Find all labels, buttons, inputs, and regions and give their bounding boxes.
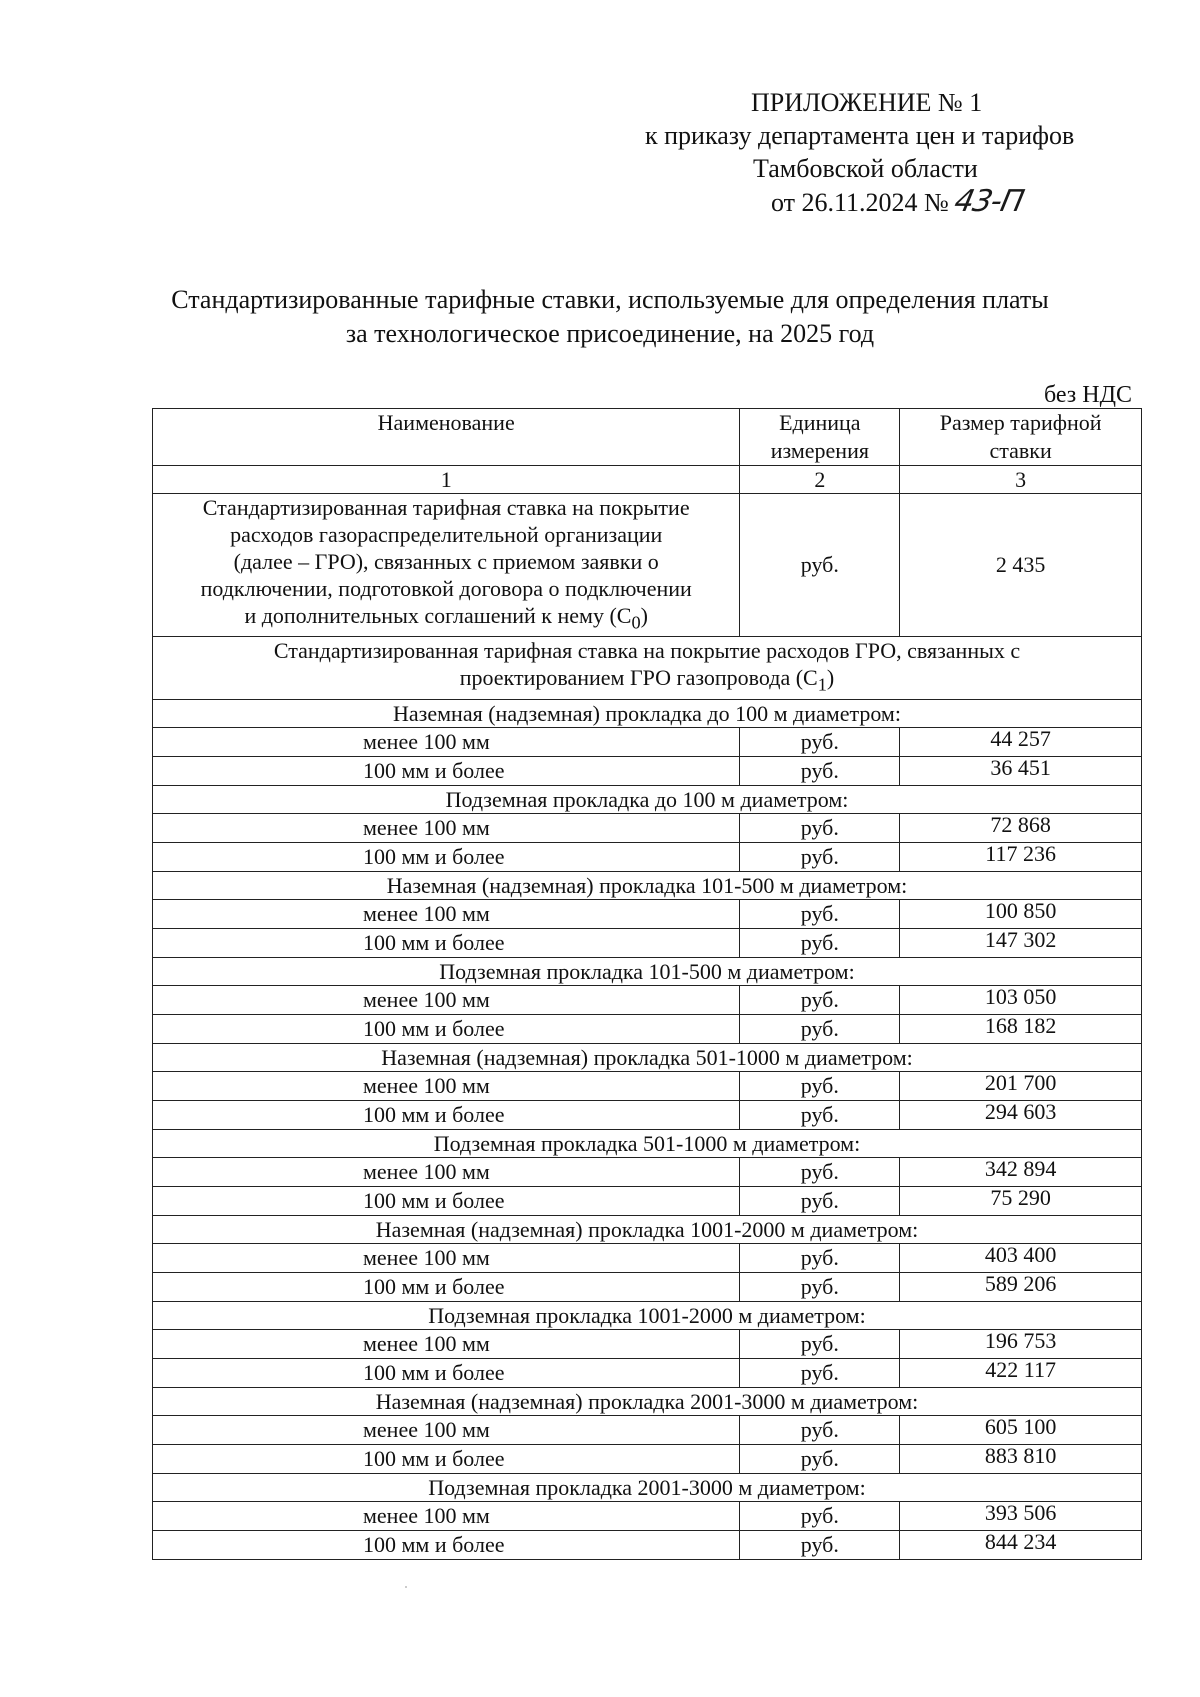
table-row [153,1243,1142,1272]
rate-unit: руб. [740,1358,900,1387]
c0-close-paren: ) [640,603,648,628]
appendix-header [560,86,1120,219]
rate-value: 883 810 [900,1444,1142,1473]
rate-name: 100 мм и более [153,928,740,957]
c1-line-2-text: проектированием ГРО газопровода (C [459,665,818,691]
rate-name: менее 100 мм [153,813,740,842]
rate-unit: руб. [740,1014,900,1043]
group-title: Подземная прокладка 101-500 м диаметром: [153,957,1142,985]
c0-description [153,494,740,637]
tariff-rates-table [152,408,1142,1560]
c1-close-paren: ) [826,665,835,691]
group-title: Подземная прокладка 1001-2000 м диаметром: [153,1301,1142,1329]
header-unit-line-2: измерения [770,438,869,463]
table-header-row [153,409,1142,466]
rate-value: 168 182 [900,1014,1142,1043]
table-row [153,985,1142,1014]
group-title: Подземная прокладка 2001-3000 м диаметром: [153,1473,1142,1501]
group-title-row [153,1301,1142,1329]
header-unit-line-1: Единица [779,410,861,435]
scan-speck [405,1586,407,1588]
group-title: Наземная (надземная) прокладка 1001-2000 м диаметром: [153,1215,1142,1243]
table-row [153,1100,1142,1129]
column-number-3: 3 [900,466,1142,494]
rate-value: 100 850 [900,899,1142,928]
table-row [153,1157,1142,1186]
c1-subscript: 1 [817,674,827,695]
rate-unit: руб. [740,1272,900,1301]
rate-value: 147 302 [900,928,1142,957]
rate-name: менее 100 мм [153,1157,740,1186]
table-row [153,842,1142,871]
c1-line-2 [153,664,1141,698]
header-name-label: Наименование [377,410,515,435]
rate-unit: руб. [740,985,900,1014]
rate-name: 100 мм и более [153,1530,740,1559]
table-row [153,727,1142,756]
rate-value: 605 100 [900,1415,1142,1444]
c0-line-5 [153,602,739,636]
rate-unit: руб. [740,1243,900,1272]
group-title: Подземная прокладка 501-1000 м диаметром: [153,1129,1142,1157]
rate-unit: руб. [740,756,900,785]
group-title-row [153,1387,1142,1415]
rate-name: 100 мм и более [153,842,740,871]
column-number-2: 2 [740,466,900,494]
table-row [153,1014,1142,1043]
document-title [130,283,1090,351]
document-title-line-1: Стандартизированные тарифные ставки, используемые для определения платы [171,285,1049,314]
group-title-row [153,699,1142,727]
rate-unit: руб. [740,1415,900,1444]
table-row [153,1186,1142,1215]
c0-line-4: подключении, подготовкой договора о подключении [200,576,692,601]
table-row [153,813,1142,842]
rate-name: 100 мм и более [153,1358,740,1387]
document-title-line-2: за технологическое присоединение, на 2025 год [345,319,875,348]
rate-value: 342 894 [900,1157,1142,1186]
table-row [153,1415,1142,1444]
table-row [153,928,1142,957]
table-row [153,1071,1142,1100]
c0-line-3: (далее – ГРО), связанных с приемом заявки о [233,549,659,574]
rate-value: 72 868 [900,813,1142,842]
rate-unit: руб. [740,899,900,928]
rate-name: 100 мм и более [153,1186,740,1215]
rate-value: 44 257 [900,727,1142,756]
rate-value: 844 234 [900,1530,1142,1559]
rate-name: 100 мм и более [153,1014,740,1043]
rate-name: менее 100 мм [153,1071,740,1100]
c0-line-5-text: и дополнительных соглашений к нему (C [244,603,632,628]
rate-unit: руб. [740,1186,900,1215]
appendix-date: от 26.11.2024 № [771,188,949,217]
rate-name: менее 100 мм [153,1243,740,1272]
group-title-row [153,1129,1142,1157]
rate-value: 393 506 [900,1501,1142,1530]
rate-name: 100 мм и более [153,1100,740,1129]
c1-section-row [153,637,1142,699]
rate-unit: руб. [740,1444,900,1473]
group-title-row [153,1043,1142,1071]
table-row [153,1501,1142,1530]
tariff-rates-body [153,409,1142,1560]
rate-name: менее 100 мм [153,727,740,756]
appendix-region: Тамбовской области [753,154,978,183]
rate-value: 403 400 [900,1243,1142,1272]
header-name [153,409,740,466]
rate-value: 196 753 [900,1329,1142,1358]
table-row [153,1358,1142,1387]
rate-value: 103 050 [900,985,1142,1014]
group-title-row [153,871,1142,899]
appendix-title: ПРИЛОЖЕНИЕ № 1 [751,88,983,117]
rate-value: 75 290 [900,1186,1142,1215]
rate-unit: руб. [740,1501,900,1530]
group-title: Наземная (надземная) прокладка 501-1000 м диаметром: [153,1043,1142,1071]
rate-unit: руб. [740,727,900,756]
header-rate-line-2: ставки [989,438,1052,463]
rate-name: 100 мм и более [153,1444,740,1473]
rate-name: менее 100 мм [153,985,740,1014]
rate-name: менее 100 мм [153,899,740,928]
c0-unit: руб. [740,494,900,637]
table-row [153,1272,1142,1301]
c0-line-1: Стандартизированная тарифная ставка на покрытие [202,495,690,520]
rate-name: 100 мм и более [153,756,740,785]
rate-name: менее 100 мм [153,1501,740,1530]
rate-unit: руб. [740,928,900,957]
group-title-row [153,957,1142,985]
rate-name: менее 100 мм [153,1329,740,1358]
c1-line-1: Стандартизированная тарифная ставка на покрытие расходов ГРО, связанных с [273,638,1021,664]
appendix-date-line [560,185,1120,219]
c0-rate-row [153,494,1142,637]
rate-value: 117 236 [900,842,1142,871]
table-row [153,899,1142,928]
c0-value: 2 435 [900,494,1142,637]
appendix-order-ref: к приказу департамента цен и тарифов [645,121,1075,150]
rate-value: 589 206 [900,1272,1142,1301]
group-title-row [153,1473,1142,1501]
rate-name: менее 100 мм [153,1415,740,1444]
header-rate [900,409,1142,466]
header-unit [740,409,900,466]
column-number-1: 1 [153,466,740,494]
table-row [153,1444,1142,1473]
rate-name: 100 мм и более [153,1272,740,1301]
rate-unit: руб. [740,813,900,842]
header-rate-line-1: Размер тарифной [939,410,1102,435]
vat-note: без НДС [1043,382,1132,408]
rate-unit: руб. [740,1100,900,1129]
rate-unit: руб. [740,1071,900,1100]
table-row [153,1329,1142,1358]
group-title: Подземная прокладка до 100 м диаметром: [153,785,1142,813]
c0-line-2: расходов газораспределительной организации [230,522,663,547]
group-title: Наземная (надземная) прокладка 101-500 м диаметром: [153,871,1142,899]
handwritten-order-number: 43-П [951,184,1027,219]
table-row [153,756,1142,785]
rate-value: 422 117 [900,1358,1142,1387]
table-row [153,1530,1142,1559]
group-title-row [153,785,1142,813]
rate-unit: руб. [740,842,900,871]
group-title: Наземная (надземная) прокладка до 100 м диаметром: [153,699,1142,727]
rate-unit: руб. [740,1530,900,1559]
group-title-row [153,1215,1142,1243]
rate-unit: руб. [740,1329,900,1358]
column-numbers-row [153,466,1142,494]
rate-unit: руб. [740,1157,900,1186]
c1-section-title [153,637,1142,699]
rate-value: 294 603 [900,1100,1142,1129]
group-title: Наземная (надземная) прокладка 2001-3000 м диаметром: [153,1387,1142,1415]
c0-subscript: 0 [631,612,641,633]
rate-value: 36 451 [900,756,1142,785]
rate-value: 201 700 [900,1071,1142,1100]
